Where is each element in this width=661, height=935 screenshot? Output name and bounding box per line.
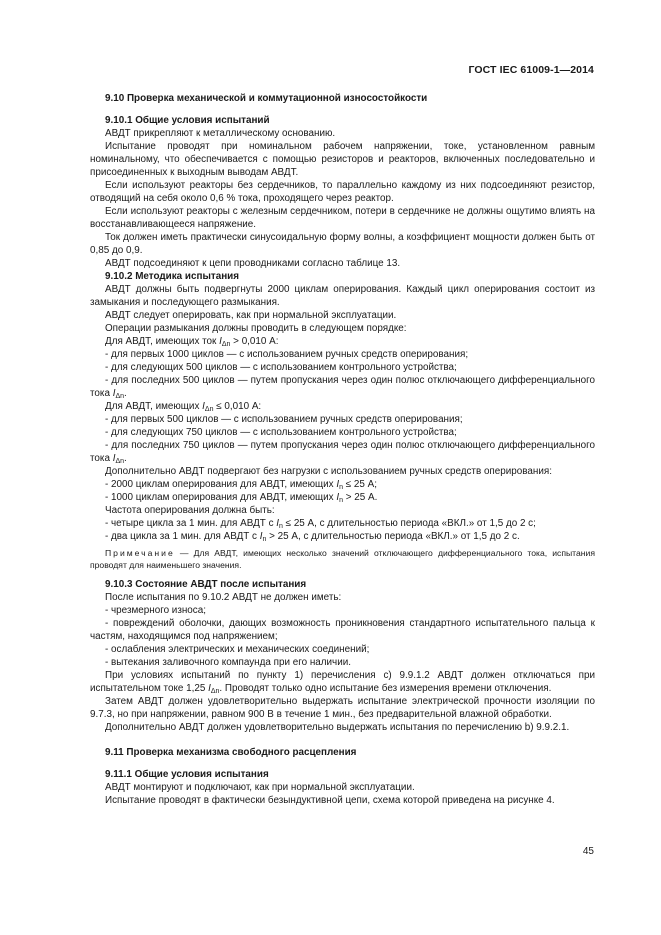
paragraph: Если используют реакторы с железным сердечником, потери в сердечнике не должны ощутимо влиять на восстанавливающееся напряжение. <box>90 206 595 230</box>
paragraph: Дополнительно АВДТ должен удовлетворительно выдержать испытания по перечислению b) 9.9.2.1. <box>105 722 570 733</box>
paragraph: Испытание проводят при номинальном рабочем напряжении, токе, установленном равным номинальному, что обеспечивается с помощью резисторов и реакторов, включенных последовательно и присоединенных к выходным выводам АВДТ. <box>90 141 595 178</box>
paragraph: Ток должен иметь практически синусоидальную форму волны, а коэффициент мощности должен быть от 0,85 до 0,9. <box>90 232 595 256</box>
section-9-10-2-title: 9.10.2 Методика испытания <box>105 271 239 282</box>
paragraph: При условиях испытаний по пункту 1) перечисления с) 9.9.1.2 АВДТ должен отключаться при испытательном токе 1,25 $I_{\Delta n}$. Проводят только одно испытание без измерения времени отключения. <box>90 670 595 695</box>
list-intro: Для АВДТ, имеющих $I_{\Delta n} \le 0,010$ А: <box>105 401 262 413</box>
section-9-10-1-title: 9.10.1 Общие условия испытаний <box>105 115 270 126</box>
list-item: - 1000 циклам оперирования для АВДТ, имеющих $I_n > 25$ А. <box>105 492 378 504</box>
list-item: - для следующих 500 циклов — с использованием контрольного устройства; <box>105 362 457 373</box>
list-item: - для первых 500 циклов — с использованием ручных средств оперирования; <box>105 414 463 425</box>
paragraph: АВДТ монтируют и подключают, как при нормальной эксплуатации. <box>105 782 415 793</box>
section-9-11-1-title: 9.11.1 Общие условия испытания <box>105 769 269 780</box>
page-content <box>90 92 595 807</box>
list-item: - четыре цикла за 1 мин. для АВДТ с $I_n \le 25$ А, с длительностью периода «ВКЛ.» от 1,5 до 2 с; <box>105 518 536 530</box>
list-item: - вытекания заливочного компаунда при его наличии. <box>105 657 351 668</box>
section-9-10-3-title: 9.10.3 Состояние АВДТ после испытания <box>105 579 307 590</box>
paragraph: Испытание проводят в фактически безындуктивной цепи, схема которой приведена на рисунке 4. <box>105 795 555 806</box>
paragraph: Затем АВДТ должен удовлетворительно выдержать испытание электрической прочности изоляции по 9.7.3, но при напряжении, равном 900 В в течение 1 мин., без предварительной влажной обработки. <box>90 696 595 720</box>
list-item: - чрезмерного износа; <box>105 605 206 616</box>
section-9-11-title: 9.11 Проверка механизма свободного расцепления <box>105 747 357 758</box>
paragraph: АВДТ должны быть подвергнуты 2000 циклам оперирования. Каждый цикл оперирования состоит из замыкания и последующего размыкания. <box>90 284 595 308</box>
list-item: - два цикла за 1 мин. для АВДТ с $I_n > 25$ А, с длительностью периода «ВКЛ.» от 1,5 до 2 с. <box>105 531 520 543</box>
list-item: - для последних 500 циклов — путем пропускания через один полюс отключающего дифференциального тока $I_{\Delta n}$. <box>90 375 595 400</box>
page-number: 45 <box>582 846 594 857</box>
paragraph: АВДТ следует оперировать, как при нормальной эксплуатации. <box>105 310 397 321</box>
section-9-10-title: 9.10 Проверка механической и коммутационной износостойкости <box>105 93 428 104</box>
list-item: - повреждений оболочки, дающих возможность проникновения стандартного испытательного пальца к частям, находящимся под напряжением; <box>90 618 595 642</box>
paragraph: Операции размыкания должны проводить в следующем порядке: <box>105 323 407 334</box>
paragraph: После испытания по 9.10.2 АВДТ не должен иметь: <box>105 592 342 603</box>
list-item: - ослабления электрических и механических соединений; <box>105 644 370 655</box>
list-item: - для следующих 750 циклов — с использованием контрольного устройства; <box>105 427 457 438</box>
paragraph: Дополнительно АВДТ подвергают без нагрузки с использованием ручных средств оперирования: <box>105 466 552 477</box>
paragraph: Частота оперирования должна быть: <box>105 505 275 516</box>
list-item: - для последних 750 циклов — путем пропускания через один полюс отключающего дифференциального тока $I_{\Delta n}$. <box>90 440 595 465</box>
list-item: - 2000 циклам оперирования для АВДТ, имеющих $I_n \le 25$ А; <box>105 479 377 491</box>
paragraph: АВДТ прикрепляют к металлическому основанию. <box>105 128 336 139</box>
note-text: — Для АВДТ, имеющих несколько значений отключающего дифференциального тока, испытания проводят для наименьшего значения. <box>90 548 595 570</box>
paragraph: Если используют реакторы без сердечников, то параллельно каждому из них подсоединяют резистор, отводящий на себя около 0,6 % тока, проходящего через реактор. <box>90 180 595 204</box>
note-label: Примечание <box>105 548 175 558</box>
standard-header: ГОСТ IEC 61009-1—2014 <box>468 64 594 76</box>
list-intro: Для АВДТ, имеющих ток $I_{\Delta n} > 0,010$ А: <box>105 336 279 348</box>
list-item: - для первых 1000 циклов — с использованием ручных средств оперирования; <box>105 349 469 360</box>
paragraph: АВДТ подсоединяют к цепи проводниками согласно таблице 13. <box>105 258 401 269</box>
note <box>90 547 595 571</box>
